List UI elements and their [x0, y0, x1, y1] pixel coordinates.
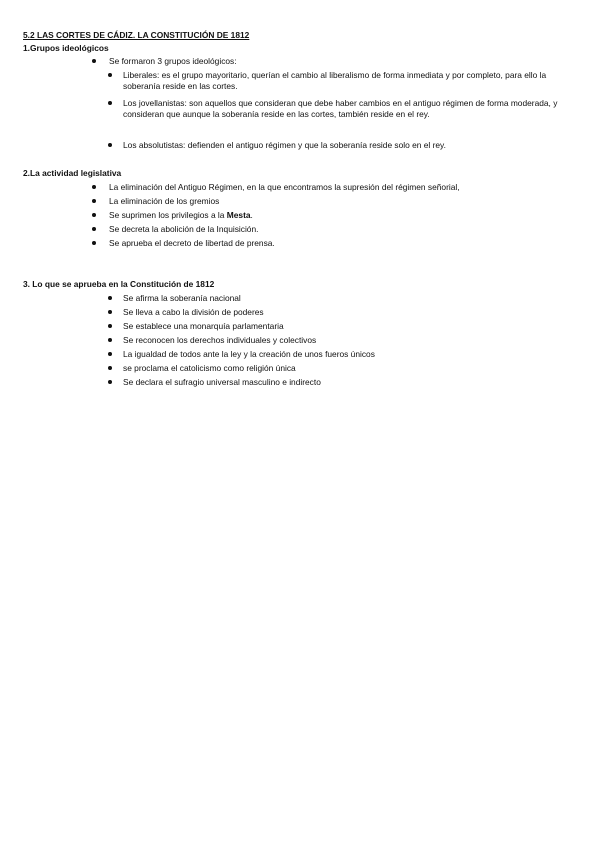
bullet-icon	[108, 143, 112, 147]
section-2-item-text: Se suprimen los privilegios a la	[109, 210, 227, 220]
bullet-icon	[108, 366, 112, 370]
section-3-item: se proclama el catolicismo como religión única	[123, 363, 296, 373]
section-3-item: Se afirma la soberanía nacional	[123, 293, 241, 303]
section-2-heading: 2.La actividad legislativa	[23, 168, 122, 178]
bullet-icon	[108, 338, 112, 342]
section-2-item-mesta	[109, 210, 253, 221]
section-2-item: Se aprueba el decreto de libertad de prensa.	[109, 238, 275, 248]
bullet-icon	[108, 380, 112, 384]
bullet-icon	[108, 73, 112, 77]
section-1-heading: 1.Grupos ideológicos	[23, 43, 109, 53]
document-title: 5.2 LAS CORTES DE CÁDIZ. LA CONSTITUCIÓN DE 1812	[23, 30, 250, 40]
section-1-item-absolutistas: Los absolutistas: defienden el antiguo régimen y que la soberanía reside solo en el rey.	[123, 140, 446, 150]
section-1-item-liberales: Liberales: es el grupo mayoritario, querían el cambio al liberalismo de forma inmediata y por completo, para ello la soberanía reside en las cortes.	[123, 70, 547, 91]
bullet-icon	[108, 296, 112, 300]
bullet-icon	[92, 213, 96, 217]
section-3-item: Se lleva a cabo la división de poderes	[123, 307, 264, 317]
bullet-icon	[108, 324, 112, 328]
bullet-icon	[92, 227, 96, 231]
section-2-item: La eliminación de los gremios	[109, 196, 220, 206]
section-3-item: Se declara el sufragio universal masculino e indirecto	[123, 377, 321, 387]
bullet-icon	[92, 185, 96, 189]
mesta-term: Mesta	[226, 210, 251, 220]
bullet-icon	[92, 241, 96, 245]
section-1-item-jovellanistas: Los jovellanistas: son aquellos que consideran que debe haber cambios en el antiguo régimen de forma moderada, y consideran que aunque la soberanía reside en las cortes, también reside en el rey.	[123, 98, 558, 119]
section-2-item: La eliminación del Antiguo Régimen, en la que encontramos la supresión del régimen señorial,	[109, 182, 460, 192]
mesta-period: .	[250, 210, 253, 220]
bullet-icon	[92, 59, 96, 63]
section-3-item: Se reconocen los derechos individuales y colectivos	[123, 335, 317, 345]
bullet-icon	[108, 352, 112, 356]
bullet-icon	[92, 199, 96, 203]
section-1-intro: Se formaron 3 grupos ideológicos:	[109, 56, 237, 66]
bullet-icon	[108, 101, 112, 105]
section-3-item: La igualdad de todos ante la ley y la creación de unos fueros únicos	[123, 349, 375, 359]
section-3-item: Se establece una monarquía parlamentaria	[123, 321, 284, 331]
section-3-heading: 3. Lo que se aprueba en la Constitución de 1812	[23, 279, 215, 289]
section-2-item: Se decreta la abolición de la Inquisición.	[109, 224, 259, 234]
bullet-icon	[108, 310, 112, 314]
